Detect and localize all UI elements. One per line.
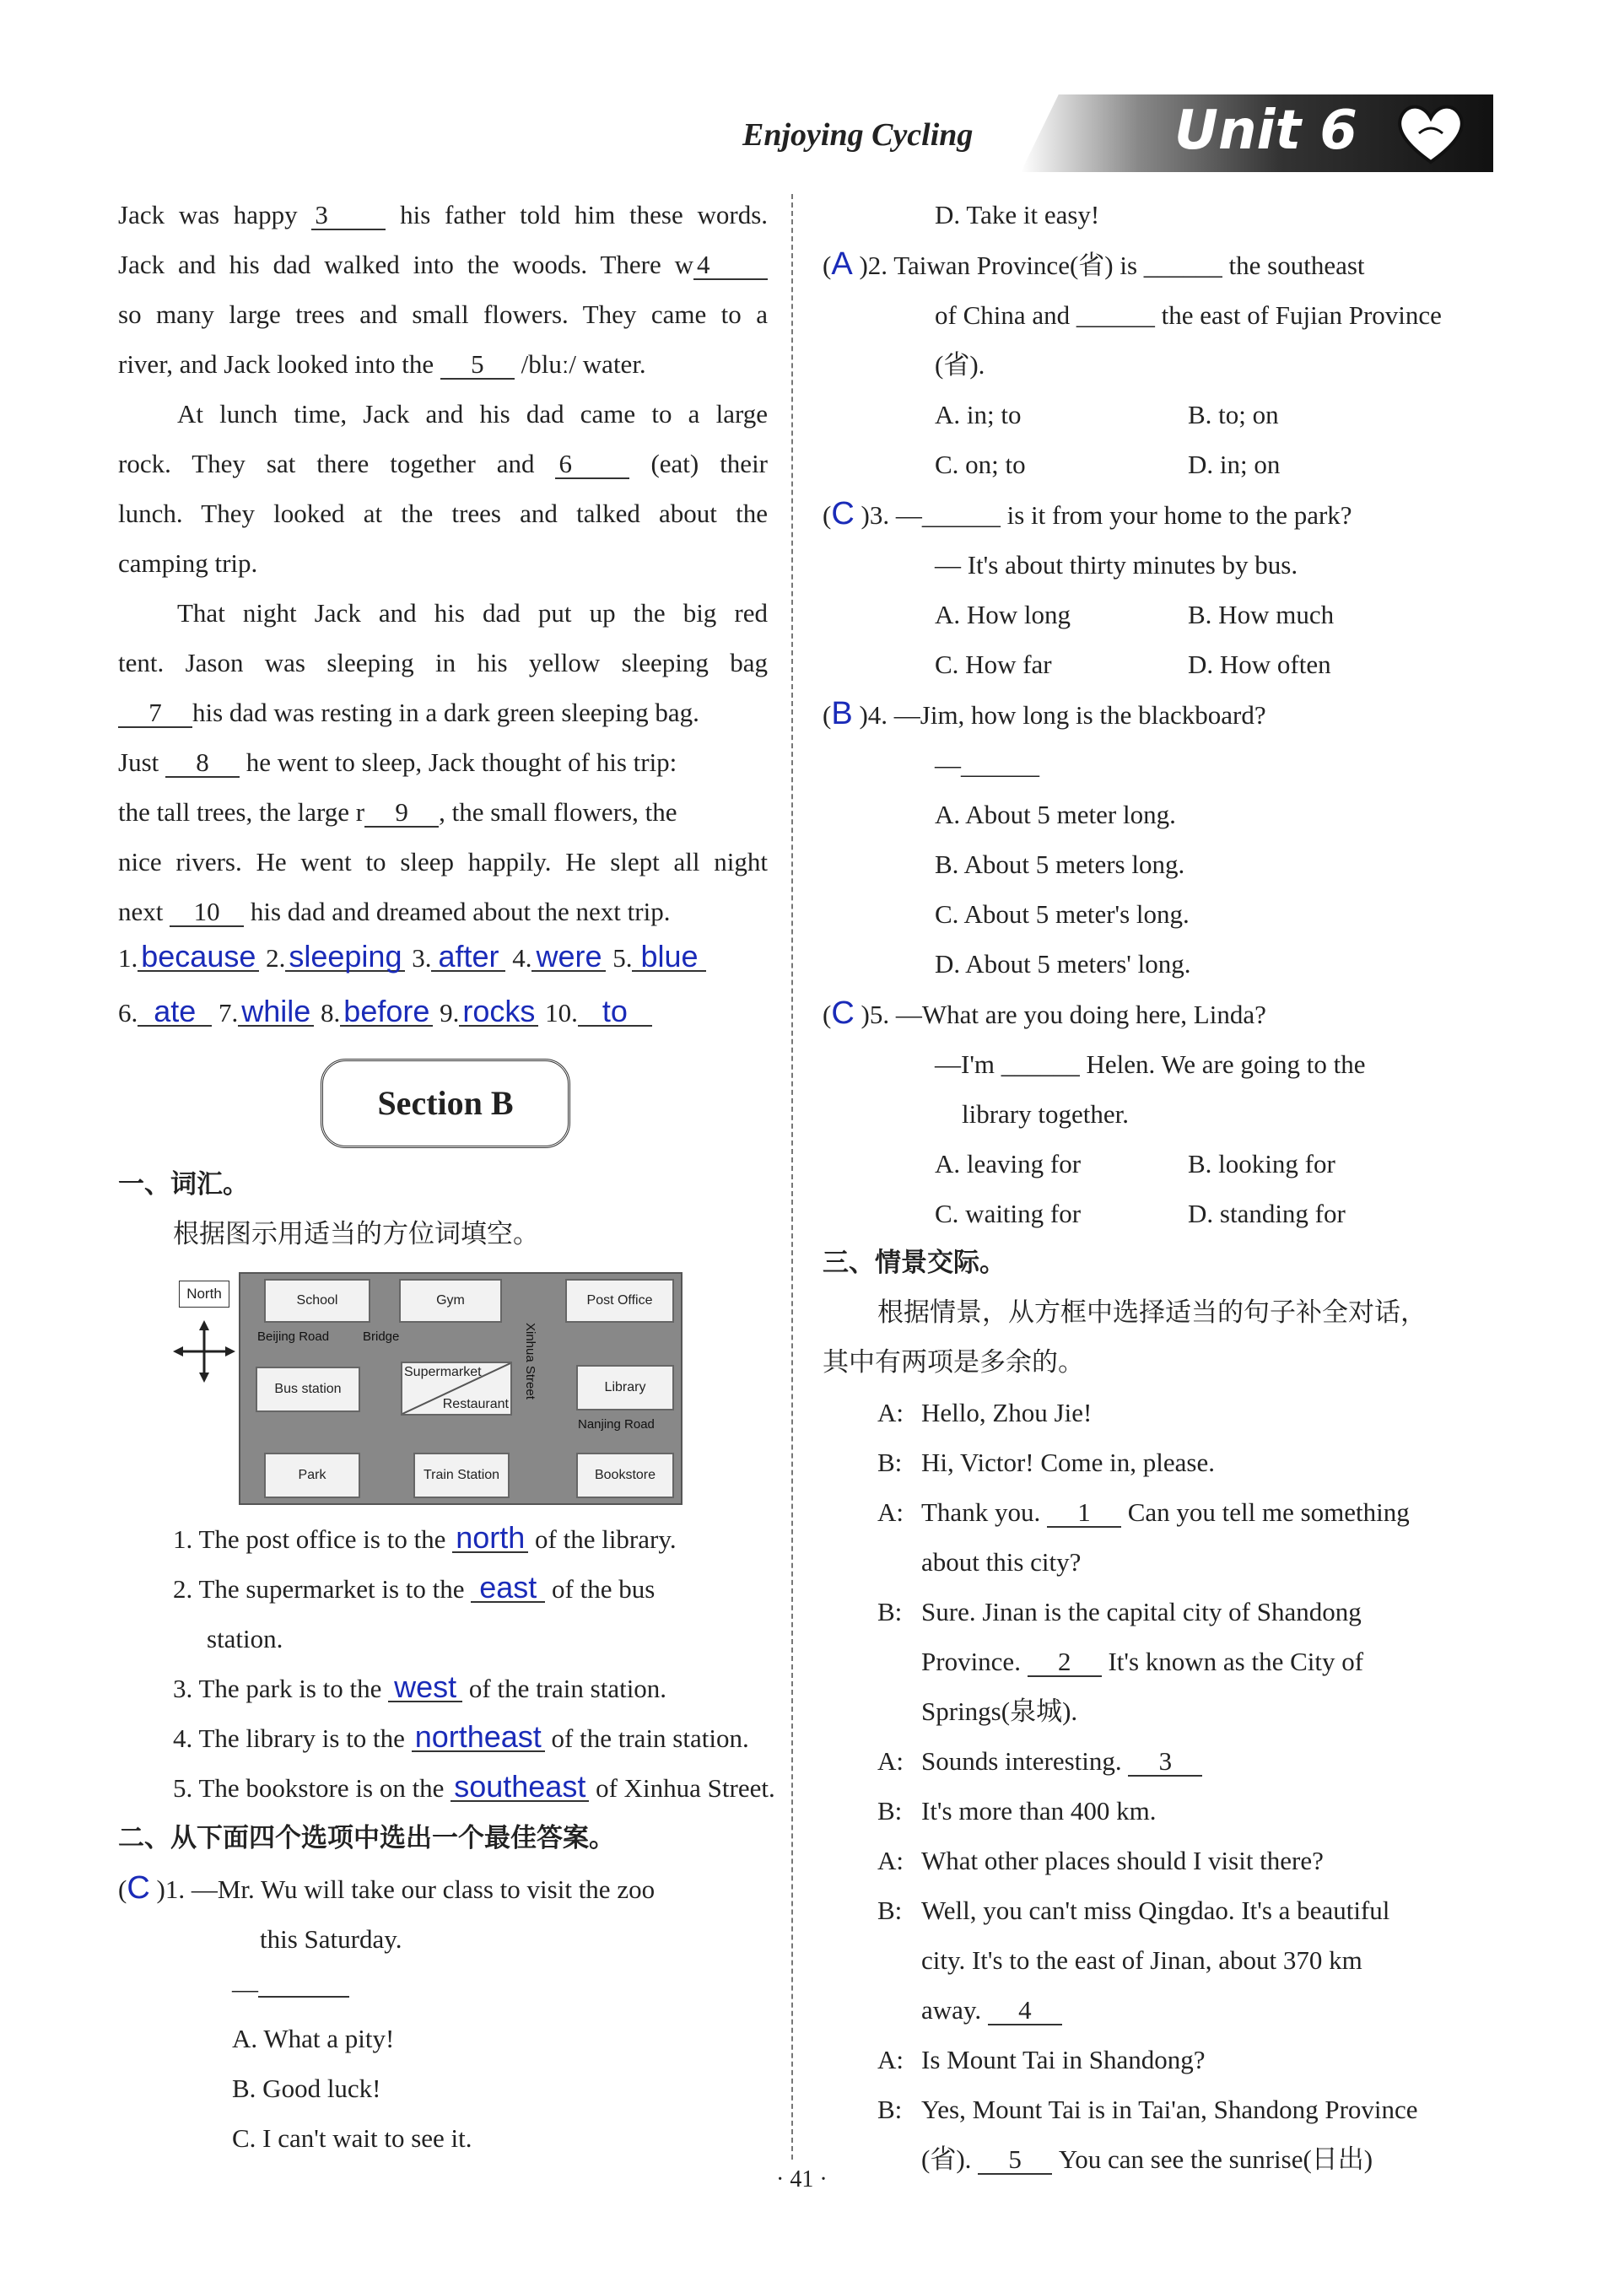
unit-label: Unit 6 — [1174, 100, 1357, 162]
question-1-blank: — — [118, 1964, 768, 2014]
answer-3[interactable]: after — [431, 943, 505, 972]
answer-10[interactable]: to — [578, 998, 652, 1027]
question-2: (A )2. Taiwan Province(省) is ______ the southeast — [823, 246, 1365, 282]
left-column — [118, 190, 768, 1038]
vocab-answer-3[interactable]: west — [388, 1674, 462, 1702]
passage-line: river, and Jack looked into the 5 /bluː/ water. — [118, 349, 646, 379]
vocab-answer-1[interactable]: north — [452, 1524, 528, 1553]
dialog-instruction-2: 其中有两项是多余的。 — [823, 1347, 1084, 1378]
dialog-line: away. 4 — [877, 1985, 1472, 2035]
mc-section — [118, 1814, 768, 2163]
dialog-line: Springs(泉城). — [921, 1696, 1078, 1726]
choice-1[interactable]: C — [127, 1870, 150, 1906]
vocab-title: 一、词汇。 — [118, 1169, 249, 1200]
dialog-line: B: Well, you can't miss Qingdao. It's a beautiful — [877, 1896, 1390, 1925]
q4-option-d[interactable]: D. About 5 meters' long. — [935, 949, 1191, 979]
passage-line: tent. Jason was sleeping in his yellow sleeping bag — [118, 648, 768, 677]
q2-option-a[interactable]: A. in; to — [935, 400, 1022, 429]
question-5-line: library together. — [962, 1099, 1129, 1129]
map-park: Park — [264, 1453, 360, 1498]
q3-option-d[interactable]: D. How often — [1188, 650, 1331, 679]
question-5: (C )5. —What are you doing here, Linda? — [823, 995, 1266, 1031]
q5-options — [823, 1189, 1472, 1238]
q4-option-b[interactable]: B. About 5 meters long. — [935, 849, 1185, 879]
map-library: Library — [576, 1365, 674, 1410]
question-1-cont: this Saturday. — [260, 1924, 402, 1954]
passage-line: the tall trees, the large r 9 , the small flowers, the — [118, 797, 677, 827]
q3-option-c[interactable]: C. How far — [935, 650, 1052, 679]
choice-5[interactable]: C — [831, 995, 855, 1031]
map-school: School — [264, 1279, 370, 1323]
passage-line: lunch. They looked at the trees and talked about the — [118, 499, 768, 528]
q2-option-c[interactable]: C. on; to — [935, 450, 1026, 479]
compass-icon — [173, 1320, 235, 1383]
map-bookstore: Bookstore — [576, 1453, 674, 1498]
answer-1[interactable]: because — [138, 943, 259, 972]
answer-5[interactable]: blue — [632, 943, 706, 972]
answer-2[interactable]: sleeping — [285, 943, 405, 972]
map-post-office: Post Office — [565, 1279, 674, 1323]
question-2-line: (省). — [935, 350, 985, 380]
north-label: North — [179, 1281, 229, 1308]
vocab-answer-2[interactable]: east — [471, 1574, 545, 1603]
map-nanjing-road: Nanjing Road — [578, 1417, 655, 1432]
answer-7[interactable]: while — [238, 998, 314, 1027]
dialog-line: Province. 2 It's known as the City of — [921, 1647, 1364, 1676]
vocab-item-2: 2. The supermarket is to the east of the bus — [173, 1570, 656, 1605]
q1-option-c[interactable]: C. I can't wait to see it. — [232, 2123, 472, 2153]
q5-options — [823, 1139, 1472, 1189]
q4-option-a[interactable]: A. About 5 meter long. — [935, 800, 1176, 829]
passage-line: next 10 his dad and dreamed about the next trip. — [118, 897, 671, 926]
passage-line: nice rivers. He went to sleep happily. He slept all night — [118, 847, 768, 876]
answer-row-1: 1. because 2. sleeping 3. after 4. were 5. blue — [118, 933, 768, 983]
q3-options — [823, 590, 1472, 639]
question-4: (B )4. —Jim, how long is the blackboard? — [823, 696, 1266, 731]
q2-option-d[interactable]: D. in; on — [1188, 450, 1281, 479]
passage-line: That night Jack and his dad put up the big red — [177, 598, 768, 628]
answer-row-2: 6. ate 7. while 8. before 9. rocks 10. to — [118, 988, 768, 1038]
map-xinhua-street: Xinhua Street — [523, 1323, 537, 1400]
right-column — [823, 190, 1472, 2184]
vocab-items — [118, 1514, 775, 1813]
vocab-section — [118, 1160, 768, 1259]
question-2-line: of China and ______ the east of Fujian Province — [935, 300, 1442, 330]
dialog-line: about this city? — [921, 1547, 1082, 1577]
answer-6[interactable]: ate — [138, 998, 212, 1027]
question-3-line: — It's about thirty minutes by bus. — [935, 550, 1298, 580]
page-number: · 41 · — [776, 2166, 828, 2192]
q5-option-c[interactable]: C. waiting for — [935, 1199, 1082, 1228]
dialog-line: B: It's more than 400 km. — [877, 1796, 1157, 1826]
q3-option-a[interactable]: A. How long — [935, 600, 1071, 629]
section-b-title: Section B — [321, 1059, 570, 1148]
passage-line: Jack was happy 3 his father told him these words. — [118, 200, 769, 229]
dialog-line: (省). 5 You can see the sunrise(日出) — [921, 2144, 1373, 2174]
direction-map — [239, 1272, 683, 1505]
dialog — [823, 1388, 1472, 2184]
heart-logo-icon — [1394, 100, 1468, 167]
question-3: (C )3. —______ is it from your home to the park? — [823, 496, 1352, 531]
q5-option-d[interactable]: D. standing for — [1188, 1199, 1346, 1228]
map-bridge: Bridge — [363, 1329, 400, 1344]
dialog-line: A: What other places should I visit there? — [877, 1846, 1324, 1875]
dialog-line: B: Sure. Jinan is the capital city of Shandong — [877, 1597, 1362, 1626]
answer-9[interactable]: rocks — [459, 998, 538, 1027]
answer-8[interactable]: before — [340, 998, 433, 1027]
choice-4[interactable]: B — [831, 696, 853, 731]
q2-options — [823, 440, 1472, 489]
q3-options — [823, 639, 1472, 689]
dialog-line: A: Thank you. 1 Can you tell me something — [877, 1497, 1410, 1527]
q5-option-a[interactable]: A. leaving for — [935, 1149, 1082, 1178]
map-gym: Gym — [399, 1279, 502, 1323]
question-5-line: —I'm ______ Helen. We are going to the — [935, 1049, 1366, 1079]
answer-4[interactable]: were — [531, 943, 606, 972]
dialog-line: A: Is Mount Tai in Shandong? — [877, 2045, 1206, 2074]
dialog-title: 三、情景交际。 — [823, 1248, 1006, 1278]
q1-option-b[interactable]: B. Good luck! — [232, 2074, 381, 2103]
q2-options — [823, 390, 1472, 440]
vocab-instruction: 根据图示用适当的方位词填空。 — [173, 1219, 539, 1249]
vocab-item-5: 5. The bookstore is on the southeast of Xinhua Street. — [173, 1769, 775, 1804]
q1-option-a[interactable]: A. What a pity! — [232, 2024, 395, 2053]
map-restaurant: Restaurant — [442, 1397, 509, 1411]
q3-option-b[interactable]: B. How much — [1188, 600, 1335, 629]
dialog-instruction: 根据情景，从方框中选择适当的句子补全对话， — [877, 1297, 1427, 1328]
vocab-item-1: 1. The post office is to the north of the library. — [173, 1520, 677, 1555]
header-title: Enjoying Cycling — [742, 117, 974, 153]
q5-option-b[interactable]: B. looking for — [1188, 1149, 1335, 1178]
choice-3[interactable]: C — [831, 496, 855, 531]
passage-line: camping trip. — [118, 548, 258, 578]
passage-line: so many large trees and small flowers. They came to a — [118, 299, 768, 329]
vocab-item-2-cont: station. — [207, 1624, 283, 1653]
passage-line: 7 his dad was resting in a dark green sleeping bag. — [118, 688, 768, 737]
dialog-line: B: Hi, Victor! Come in, please. — [877, 1448, 1215, 1477]
dialog-line: A: Sounds interesting. 3 — [877, 1736, 1472, 1786]
map-beijing-road: Beijing Road — [257, 1329, 330, 1344]
map-supermarket-restaurant — [401, 1362, 512, 1416]
dialog-line: B: Yes, Mount Tai is in Tai'an, Shandong Province — [877, 2095, 1418, 2124]
q1-option-d[interactable]: D. Take it easy! — [935, 200, 1100, 229]
dialog-line: city. It's to the east of Jinan, about 370 km — [921, 1945, 1362, 1975]
vocab-answer-4[interactable]: northeast — [412, 1723, 545, 1752]
column-divider — [791, 194, 805, 2160]
question-4-line: —______ — [935, 750, 1039, 779]
mc-title: 二、从下面四个选项中选出一个最佳答案。 — [118, 1823, 615, 1853]
choice-2[interactable]: A — [831, 246, 853, 282]
vocab-answer-5[interactable]: southeast — [451, 1773, 589, 1802]
map-supermarket: Supermarket — [404, 1365, 482, 1379]
passage-line: Jack and his dad walked into the woods. There w 4 — [118, 240, 768, 289]
map-bus-station: Bus station — [256, 1367, 360, 1412]
question-1: (C )1. —Mr. Wu will take our class to visit the zoo — [118, 1870, 656, 1906]
passage-line: Just 8 he went to sleep, Jack thought of his trip: — [118, 747, 677, 777]
vocab-item-4: 4. The library is to the northeast of the train station. — [173, 1719, 749, 1754]
passage-line: rock. They sat there together and 6 (eat) their — [118, 449, 769, 478]
vocab-item-3: 3. The park is to the west of the train station. — [173, 1669, 667, 1704]
passage-line: At lunch time, Jack and his dad came to a large — [177, 399, 768, 429]
q4-option-c[interactable]: C. About 5 meter's long. — [935, 899, 1190, 929]
dialog-line: A: Hello, Zhou Jie! — [877, 1398, 1093, 1427]
map-train-station: Train Station — [413, 1453, 510, 1498]
q2-option-b[interactable]: B. to; on — [1188, 400, 1279, 429]
